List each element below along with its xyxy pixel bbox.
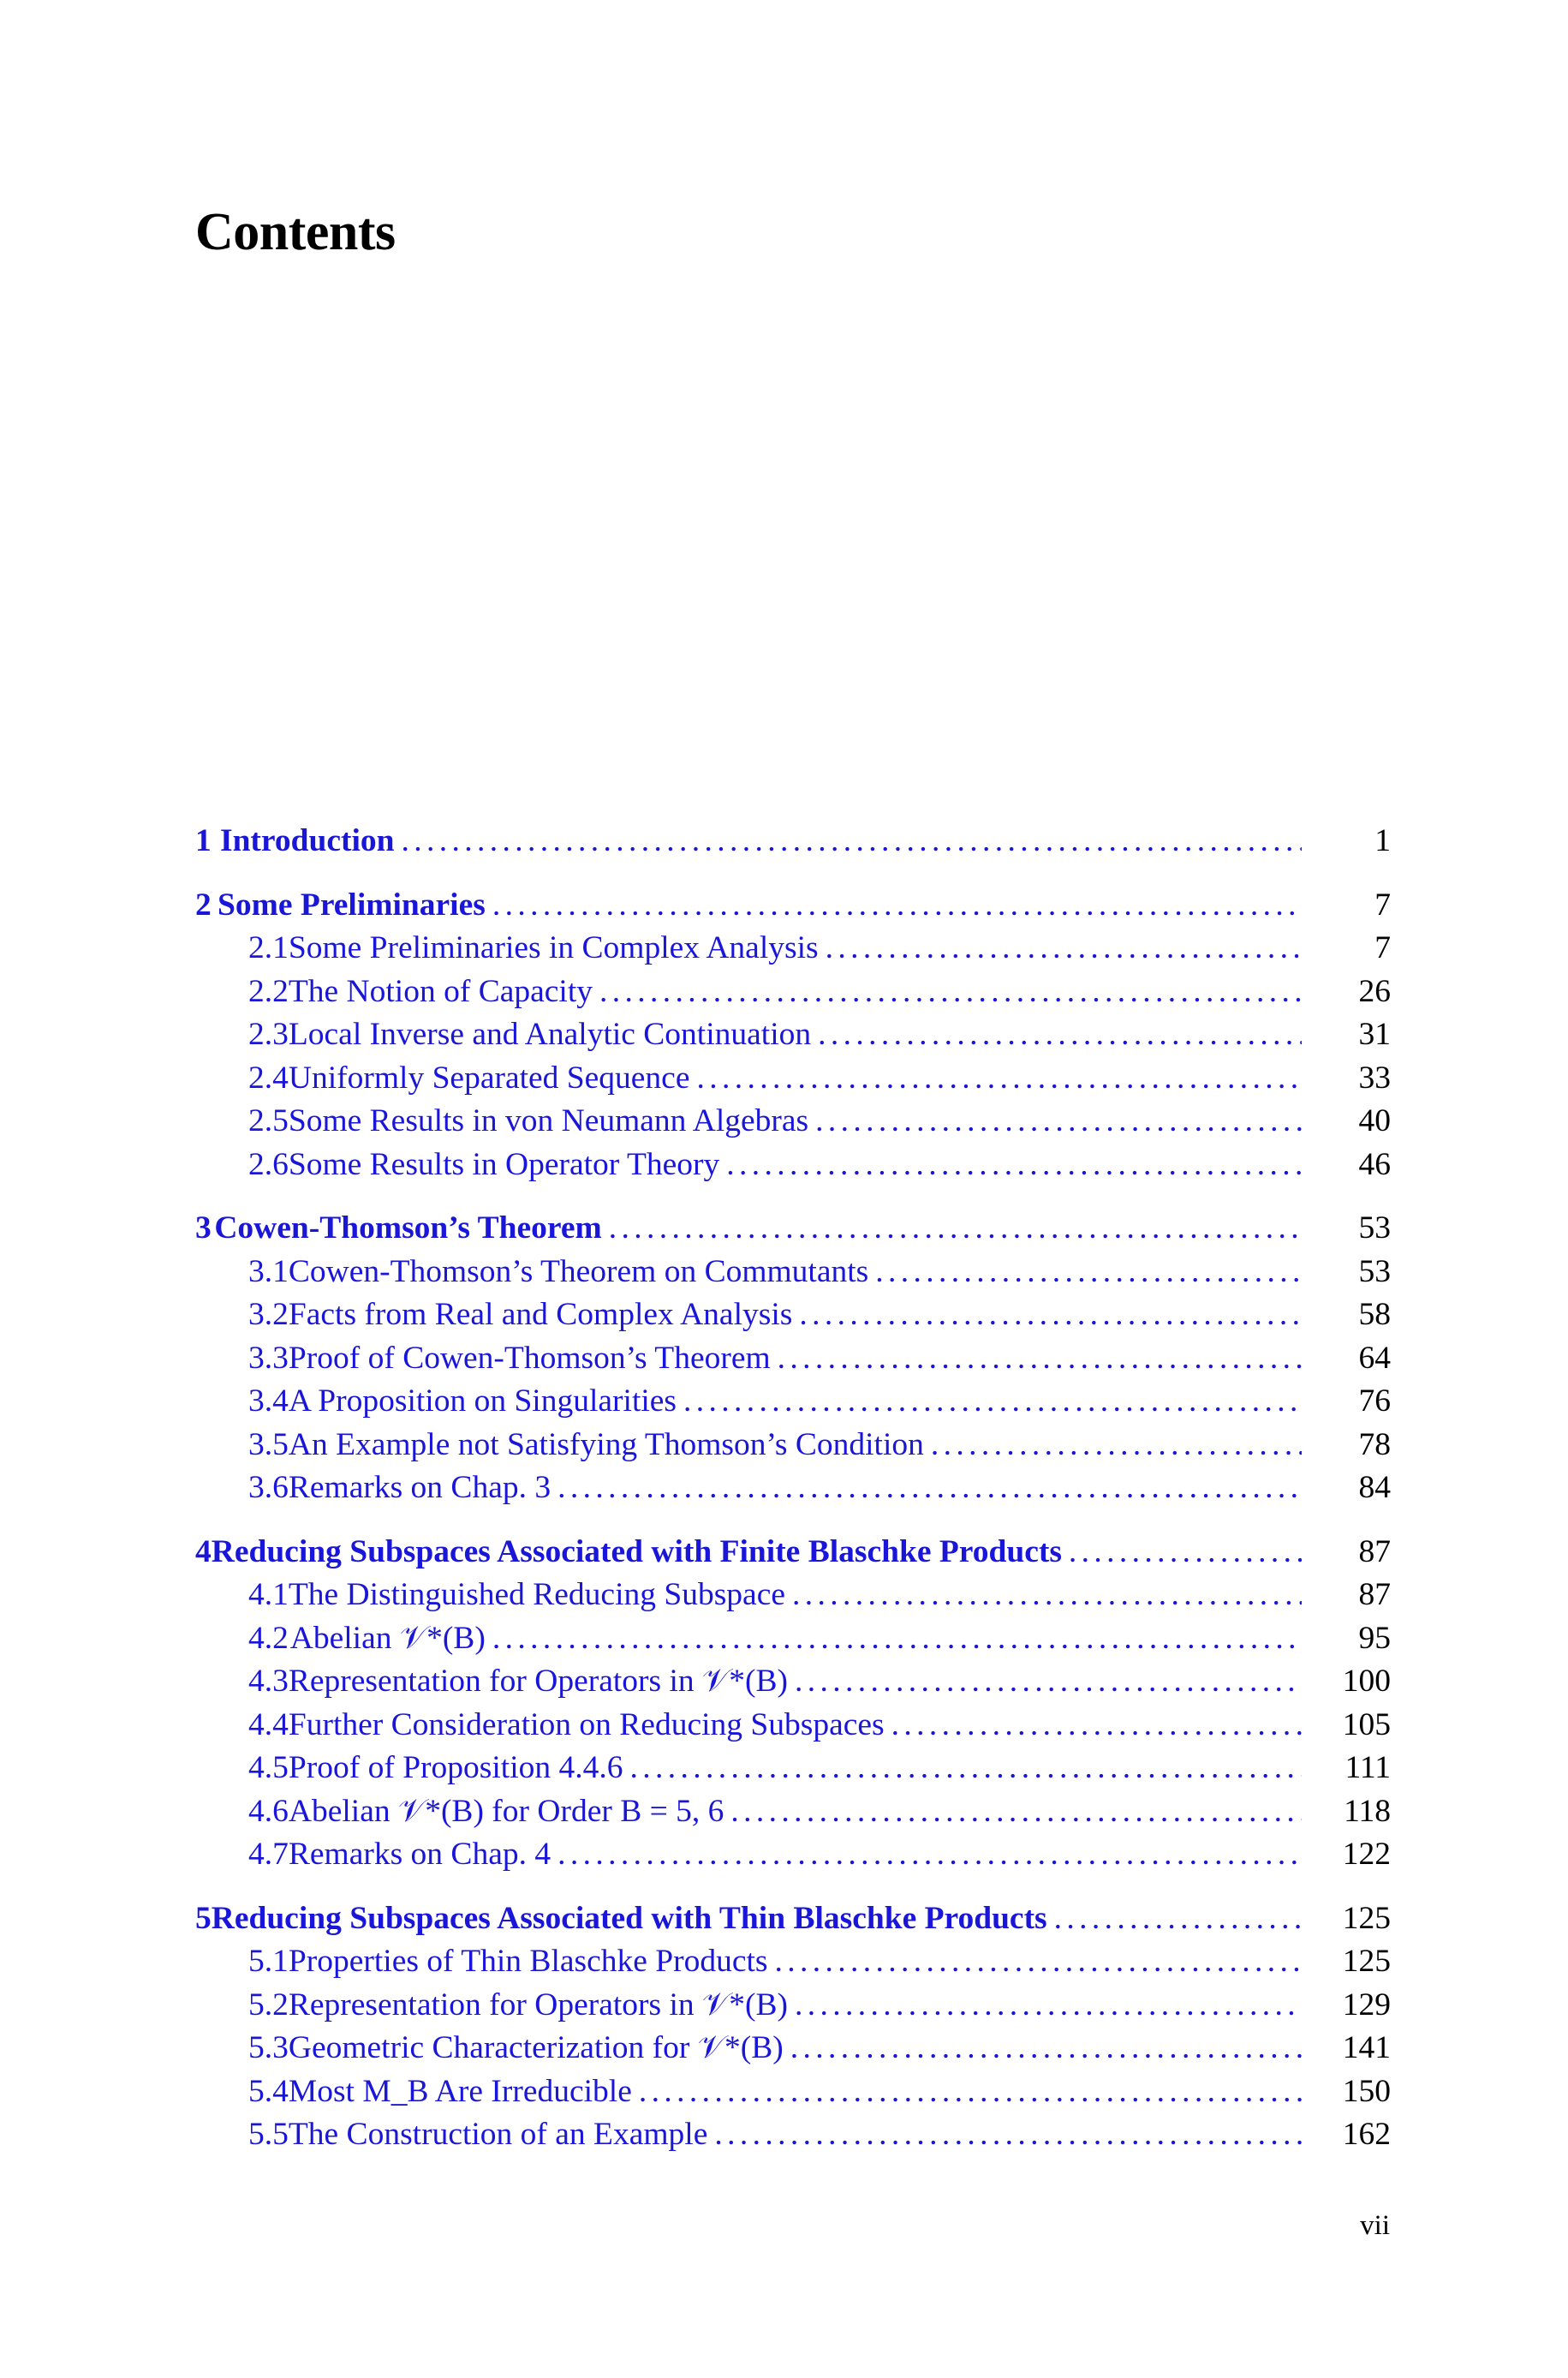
entry-title: Representation for Operators in 𝒱*(B) — [288, 1664, 789, 1699]
entry-title: Further Consideration on Reducing Subspaces — [288, 1706, 885, 1742]
toc-section-3-1[interactable] — [195, 1253, 1391, 1297]
entry-page: 46 — [1358, 1146, 1391, 1182]
dot-leader — [799, 1296, 1302, 1333]
entry-title: Representation for Operators in 𝒱*(B) — [288, 1987, 789, 2022]
toc-section-5-5[interactable] — [195, 2116, 1391, 2160]
dot-leader — [931, 1426, 1302, 1463]
entry-page: 58 — [1358, 1297, 1391, 1332]
dot-leader — [790, 2029, 1302, 2066]
dot-leader — [639, 2073, 1302, 2110]
dot-leader — [1054, 1900, 1302, 1937]
entry-page: 87 — [1358, 1577, 1391, 1612]
entry-title: Remarks on Chap. 3 — [288, 1470, 551, 1505]
toc-section-3-3[interactable] — [195, 1340, 1391, 1383]
entry-number: 5.4 — [248, 2073, 289, 2109]
entry-title: Some Results in Operator Theory — [288, 1146, 720, 1182]
toc-section-3-6[interactable] — [195, 1469, 1391, 1513]
entry-page: 40 — [1358, 1103, 1391, 1138]
toc-chapter-2[interactable] — [195, 887, 1391, 930]
entry-title: Introduction — [219, 823, 395, 858]
dot-leader — [630, 1749, 1302, 1786]
entry-number: 5.2 — [248, 1987, 289, 2022]
entry-number: 2.2 — [248, 973, 289, 1009]
entry-page: 33 — [1358, 1060, 1391, 1096]
entry-page: 7 — [1374, 887, 1391, 923]
toc-section-4-5[interactable] — [195, 1749, 1391, 1793]
toc-section-2-5[interactable] — [195, 1102, 1391, 1146]
entry-title: A Proposition on Singularities — [288, 1383, 677, 1419]
entry-page: 1 — [1374, 823, 1391, 858]
toc-section-2-2[interactable] — [195, 973, 1391, 1017]
toc-section-5-1[interactable] — [195, 1943, 1391, 1987]
dot-leader — [599, 973, 1302, 1010]
entry-number: 4.4 — [248, 1706, 289, 1742]
toc-section-3-4[interactable] — [195, 1383, 1391, 1426]
entry-number: 4.7 — [248, 1837, 289, 1872]
entry-number: 5.5 — [248, 2117, 289, 2152]
entry-page: 78 — [1358, 1426, 1391, 1462]
entry-title: Most M_B Are Irreducible — [288, 2073, 632, 2109]
toc-section-2-6[interactable] — [195, 1146, 1391, 1190]
entry-number: 3.3 — [248, 1340, 289, 1376]
entry-title: An Example not Satisfying Thomson’s Condition — [288, 1426, 924, 1462]
toc-section-2-4[interactable] — [195, 1060, 1391, 1103]
toc-section-4-4[interactable] — [195, 1706, 1391, 1750]
dot-leader — [778, 1340, 1302, 1377]
entry-title: Abelian 𝒱*(B) for Order B = 5, 6 — [288, 1793, 724, 1829]
entry-page: 118 — [1344, 1793, 1391, 1829]
entry-number: 3 — [195, 1210, 212, 1246]
entry-page: 95 — [1358, 1620, 1391, 1656]
dot-leader — [492, 887, 1302, 923]
entry-number: 2.6 — [248, 1146, 289, 1182]
entry-number: 2.4 — [248, 1060, 289, 1096]
entry-title: Local Inverse and Analytic Continuation — [288, 1017, 812, 1052]
entry-number: 5 — [195, 1900, 212, 1936]
entry-number: 4.2 — [248, 1620, 289, 1656]
dot-leader — [1069, 1533, 1302, 1570]
entry-number: 1 — [195, 823, 212, 858]
dot-leader — [792, 1576, 1302, 1613]
entry-page: 76 — [1358, 1383, 1391, 1419]
dot-leader — [815, 1102, 1302, 1139]
toc-section-4-1[interactable] — [195, 1576, 1391, 1620]
entry-page: 129 — [1342, 1987, 1391, 2022]
entry-number: 3.2 — [248, 1297, 289, 1332]
entry-number: 4.3 — [248, 1664, 289, 1699]
entry-title: Proof of Proposition 4.4.6 — [288, 1750, 623, 1785]
entry-number: 3.1 — [248, 1253, 289, 1289]
toc-section-5-3[interactable] — [195, 2029, 1391, 2073]
dot-leader — [696, 1060, 1302, 1096]
entry-title: Cowen-Thomson’s Theorem on Commutants — [288, 1253, 869, 1289]
entry-page: 162 — [1342, 2117, 1391, 2152]
dot-leader — [609, 1210, 1302, 1246]
dot-leader — [683, 1383, 1302, 1419]
entry-number: 5.1 — [248, 1944, 289, 1979]
entry-number: 5.3 — [248, 2030, 289, 2065]
entry-page: 122 — [1342, 1837, 1391, 1872]
entry-page: 150 — [1342, 2073, 1391, 2109]
entry-title: Reducing Subspaces Associated with Finite Blaschke Products — [211, 1533, 1062, 1569]
entry-title: Some Results in von Neumann Algebras — [288, 1103, 809, 1138]
entry-title: Proof of Cowen-Thomson’s Theorem — [288, 1340, 771, 1376]
toc-section-2-1[interactable] — [195, 929, 1391, 973]
toc-chapter-5[interactable] — [195, 1900, 1391, 1944]
entry-page: 53 — [1358, 1210, 1391, 1246]
entry-page: 7 — [1374, 930, 1391, 965]
toc-section-4-6[interactable] — [195, 1793, 1391, 1837]
toc-section-4-3[interactable] — [195, 1663, 1391, 1706]
entry-page: 125 — [1342, 1944, 1391, 1979]
entry-title: Reducing Subspaces Associated with Thin Blaschke Products — [211, 1900, 1047, 1936]
dot-leader — [795, 1987, 1302, 2023]
dot-leader — [557, 1469, 1302, 1506]
toc-chapter-3[interactable] — [195, 1210, 1391, 1253]
toc-section-3-5[interactable] — [195, 1426, 1391, 1470]
entry-title: Uniformly Separated Sequence — [288, 1060, 690, 1096]
toc-section-5-2[interactable] — [195, 1987, 1391, 2030]
entry-page: 53 — [1358, 1253, 1391, 1289]
entry-page: 26 — [1358, 973, 1391, 1009]
toc-chapter-4[interactable] — [195, 1533, 1391, 1577]
entry-number: 2.5 — [248, 1103, 289, 1138]
page-number: vii — [1360, 2210, 1390, 2241]
table-of-contents — [195, 822, 1391, 2160]
entry-number: 3.6 — [248, 1470, 289, 1505]
entry-number: 3.4 — [248, 1383, 289, 1419]
entry-page: 31 — [1358, 1017, 1391, 1052]
dot-leader — [730, 1793, 1302, 1830]
dot-leader — [726, 1146, 1302, 1183]
entry-page: 100 — [1342, 1664, 1391, 1699]
entry-number: 4.5 — [248, 1750, 289, 1785]
entry-number: 4.6 — [248, 1793, 289, 1829]
entry-title: Geometric Characterization for 𝒱*(B) — [288, 2030, 784, 2065]
entry-page: 111 — [1344, 1750, 1391, 1785]
entry-page: 125 — [1342, 1900, 1391, 1936]
page-title: Contents — [195, 203, 396, 261]
dot-leader — [714, 2116, 1302, 2153]
entry-title: Some Preliminaries in Complex Analysis — [288, 930, 819, 965]
entry-number: 2.3 — [248, 1017, 289, 1052]
entry-number: 3.5 — [248, 1426, 289, 1462]
entry-number: 4.1 — [248, 1577, 289, 1612]
toc-section-4-2[interactable] — [195, 1620, 1391, 1664]
toc-section-4-7[interactable] — [195, 1836, 1391, 1879]
dot-leader — [775, 1943, 1302, 1980]
dot-leader — [492, 1620, 1302, 1657]
toc-section-5-4[interactable] — [195, 2073, 1391, 2117]
entry-title: Abelian 𝒱*(B) — [289, 1620, 486, 1656]
entry-title: Cowen-Thomson’s Theorem — [214, 1210, 602, 1246]
entry-number: 4 — [195, 1533, 212, 1569]
dot-leader — [557, 1836, 1302, 1873]
entry-page: 64 — [1358, 1340, 1391, 1376]
dot-leader — [402, 822, 1302, 859]
entry-title: The Distinguished Reducing Subspace — [288, 1577, 785, 1612]
entry-page: 84 — [1358, 1470, 1391, 1505]
entry-title: The Construction of an Example — [288, 2117, 708, 2152]
entry-title: Remarks on Chap. 4 — [288, 1837, 551, 1872]
dot-leader — [818, 1016, 1302, 1053]
toc-chapter-1[interactable] — [195, 822, 1391, 866]
dot-leader — [826, 929, 1302, 966]
entry-number: 2 — [195, 887, 212, 923]
dot-leader — [875, 1253, 1302, 1290]
entry-title: Properties of Thin Blaschke Products — [288, 1944, 768, 1979]
entry-title: Some Preliminaries — [218, 887, 486, 923]
entry-page: 105 — [1342, 1706, 1391, 1742]
entry-page: 141 — [1342, 2030, 1391, 2065]
toc-section-2-3[interactable] — [195, 1016, 1391, 1060]
entry-number: 2.1 — [248, 930, 289, 965]
dot-leader — [891, 1706, 1302, 1743]
entry-title: The Notion of Capacity — [288, 973, 593, 1009]
entry-title: Facts from Real and Complex Analysis — [288, 1297, 793, 1332]
toc-section-3-2[interactable] — [195, 1296, 1391, 1340]
entry-page: 87 — [1358, 1533, 1391, 1569]
dot-leader — [795, 1663, 1302, 1700]
